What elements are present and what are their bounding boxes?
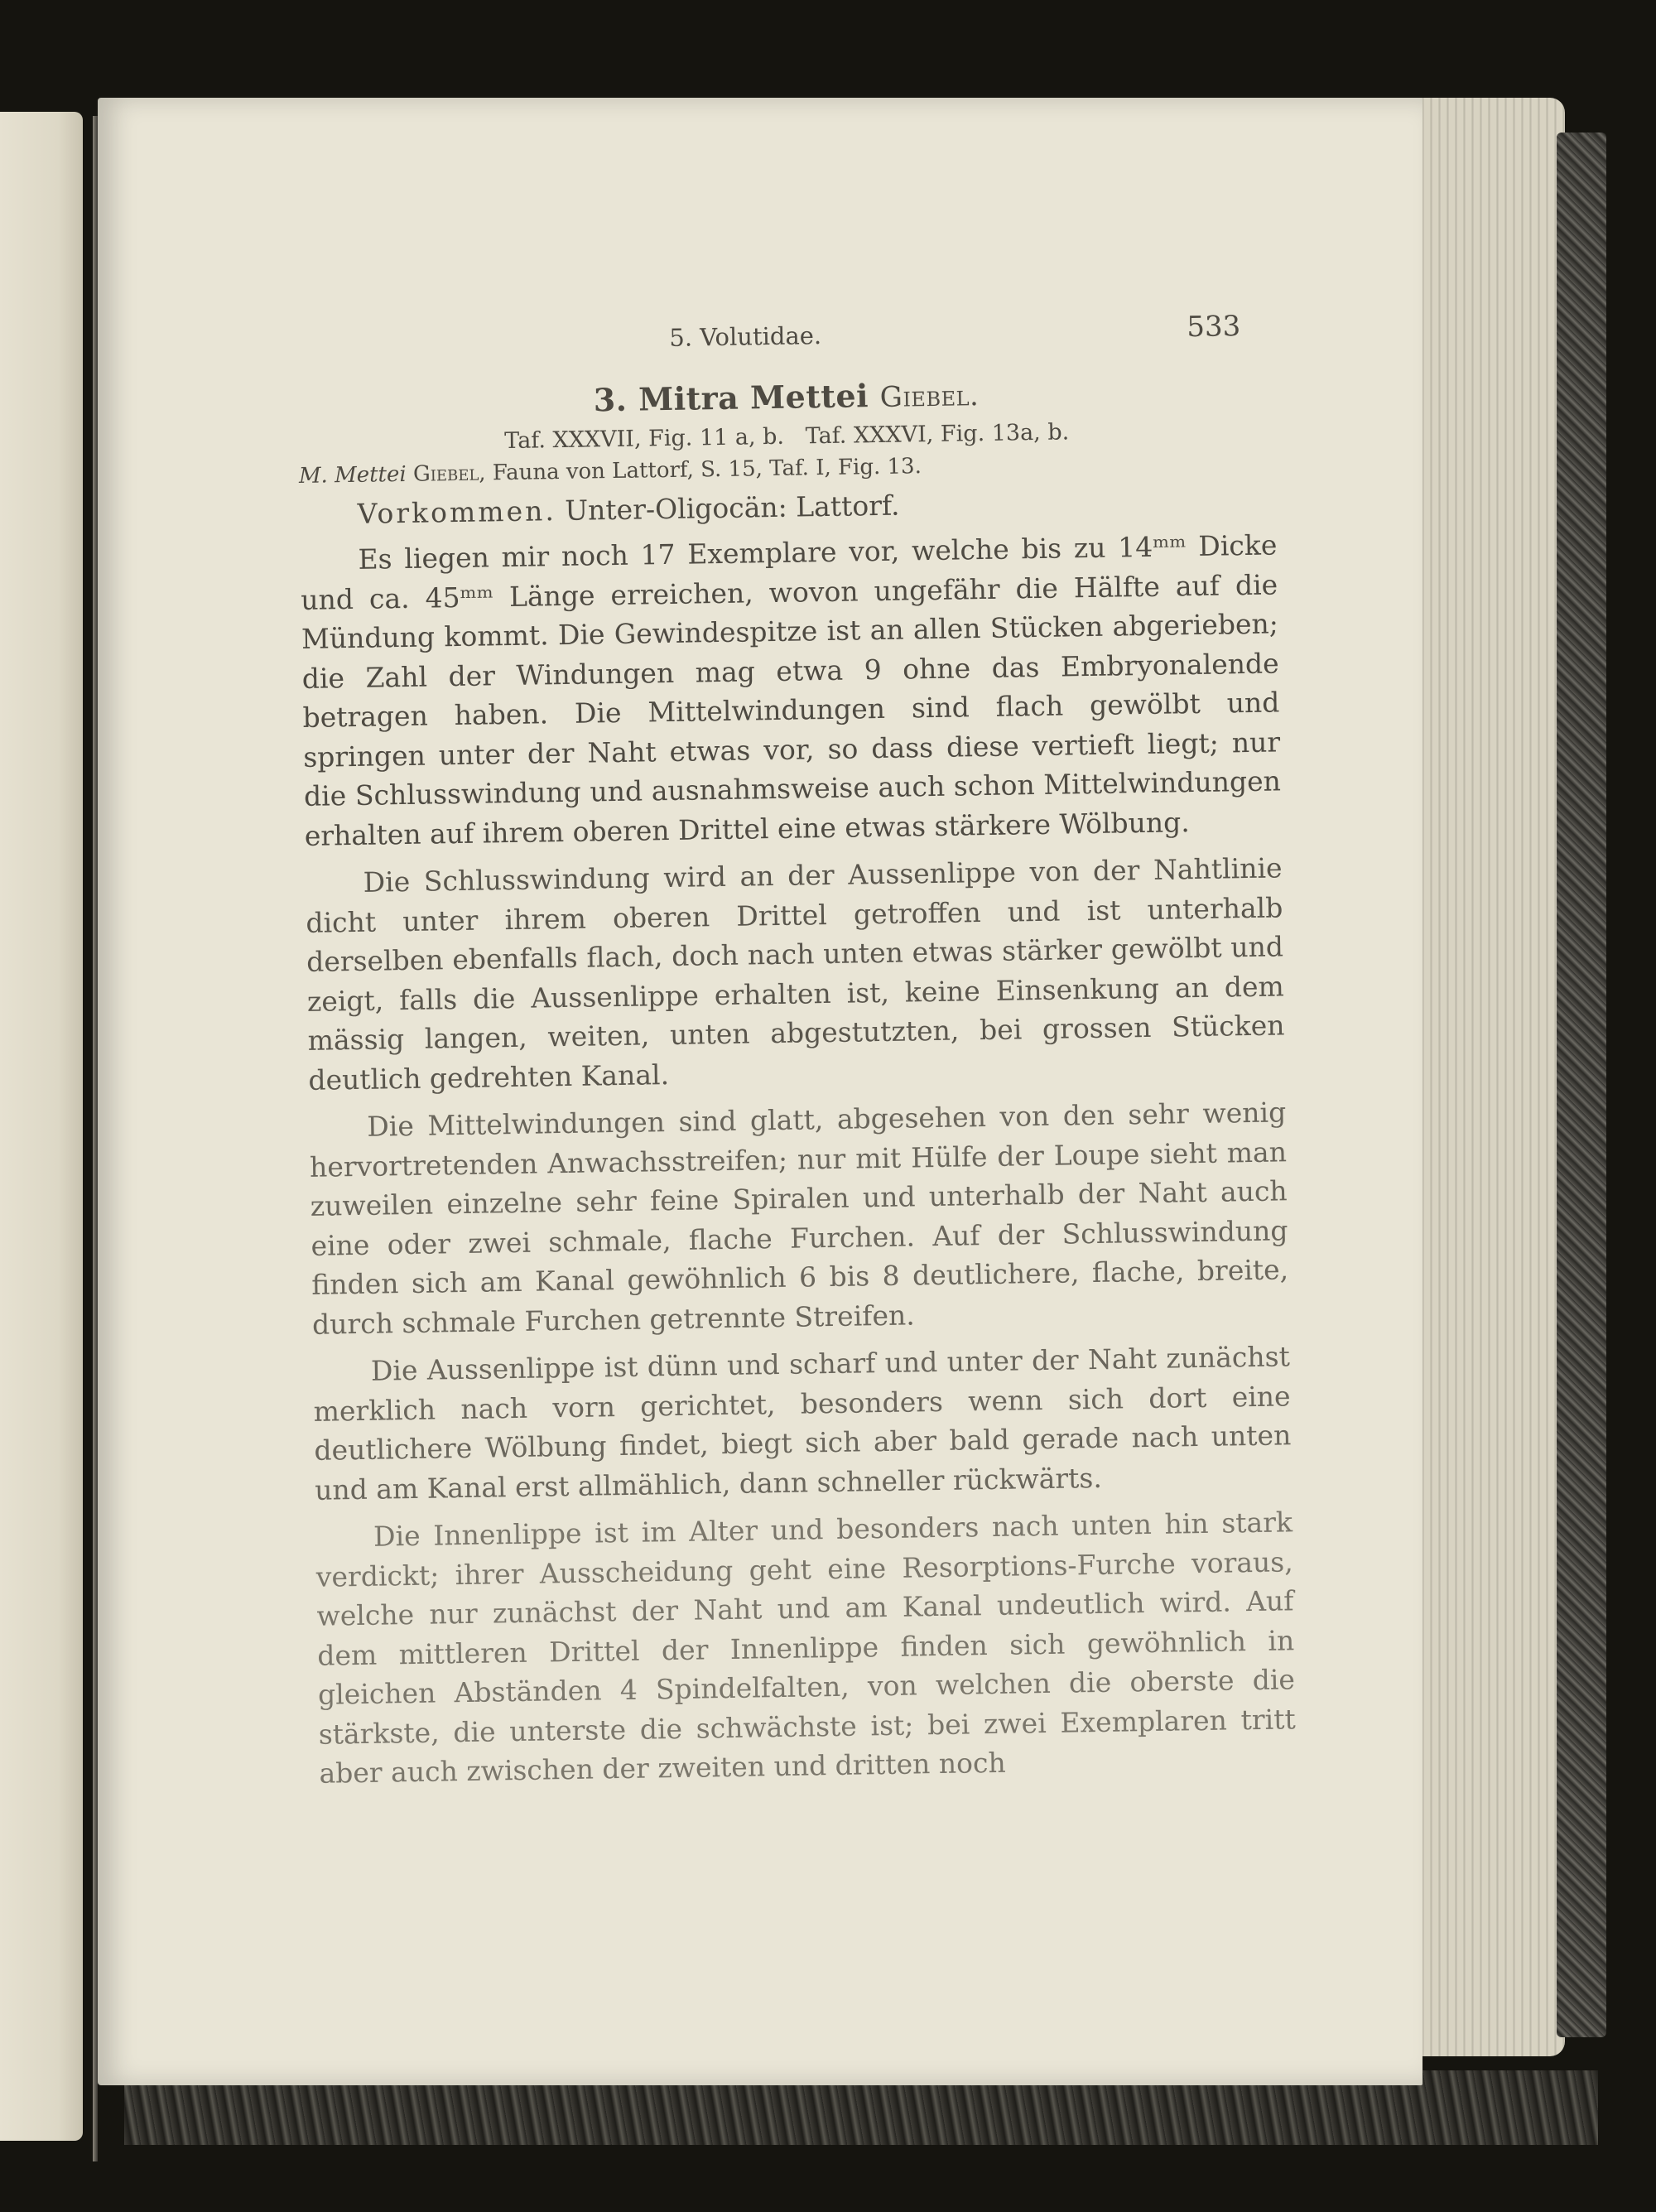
- page-number: 533: [1187, 310, 1241, 345]
- page-block-edge: [1408, 98, 1565, 2056]
- occurrence-line: [357, 483, 1276, 529]
- species-name: 3. Mitra Mettei: [593, 377, 869, 419]
- running-head-section: 5. Volutidae.: [669, 321, 822, 352]
- synonym-reference: Fauna von Lattorf, S. 15, Taf. I, Fig. 13.: [492, 454, 922, 486]
- occurrence-text: Unter-Oligocän: Lattorf.: [564, 489, 900, 527]
- paragraph-5: Die Innenlippe ist im Alter und besonders nach unten hin stark verdickt; ihrer Ausscheidung geht eine Resorptions-Furche voraus, welche nur zunächst der Naht und am Kanal undeutlich wird. Auf dem mittleren Drittel der Innenlippe finden sich gewöhnlich in gleichen Abständen 4 Spindelfalten, von welchen die oberste die stärkste, die unterste die schwächste ist; bei zwei Exemplaren tritt aber auch zwischen der zweiten und dritten noch: [315, 1506, 1296, 1790]
- previous-page-edge: [0, 112, 83, 2141]
- occurrence-label: Vorkommen.: [357, 494, 557, 530]
- paragraph-3: Die Mittelwindungen sind glatt, abgesehen von den sehr wenig hervortretenden Anwachsstreifen; nur mit Hülfe der Loupe sieht man zuweilen einzelne sehr feine Spiralen und unterhalb der Naht auch eine oder zwei schmale, flache Furchen. Auf der Schlusswindung finden sich am Kanal gewöhnlich 6 bis 8 deutlichere, flache, breite, durch schmale Furchen getrennte Streifen.: [309, 1096, 1289, 1341]
- paragraph-4: Die Aussenlippe ist dünn und scharf und unter der Naht zunächst merklich nach vorn gerichtet, besonders wenn sich dort eine deutlichere Wölbung findet, biegt sich aber bald gerade nach unten und am Kanal erst allmählich, dann schneller rückwärts.: [313, 1340, 1292, 1506]
- running-head: [296, 306, 1274, 371]
- synonym-author: Giebel,: [412, 460, 486, 487]
- paragraph-1: Es liegen mir noch 17 Exemplare vor, welche bis zu 14ᵐᵐ Dicke und ca. 45ᵐᵐ Länge erreichen, wovon ungefähr die Hälfte auf die Mündung kommt. Die Gewindespitze ist an allen Stücken abgerieben; die Zahl der Windungen mag etwa 9 ohne das Embryonalende betragen haben. Die Mittelwindungen sind flach gewölbt und springen unter der Naht etwas vor, so dass diese vertieft liegt; nur die Schlusswindung und ausnahmsweise auch schon Mittelwindungen erhalten auf ihrem oberen Drittel eine etwas stärkere Wölbung.: [300, 528, 1282, 852]
- synonym-name: M. Mettei: [298, 461, 407, 489]
- text-block: [296, 306, 1297, 1801]
- book-page: [98, 98, 1423, 2085]
- species-author: Giebel.: [879, 379, 980, 414]
- paragraph-2: Die Schlusswindung wird an der Aussenlippe von der Nahtlinie dicht unter ihrem oberen Drittel getroffen und ist unterhalb derselben ebenfalls flach, doch nach unten etwas stärker gewölbt und zeigt, falls die Aussenlippe erhalten ist, keine Einsenkung an dem mässig langen, weiten, unten abgestutzten, bei grossen Stücken deutlich gedrehten Kanal.: [306, 851, 1285, 1096]
- book-cover-edge: [1557, 133, 1606, 2037]
- species-title: [297, 370, 1275, 423]
- plate-references: Taf. XXXVII, Fig. 11 a, b. Taf. XXXVI, Fig. 13a, b.: [504, 419, 1070, 455]
